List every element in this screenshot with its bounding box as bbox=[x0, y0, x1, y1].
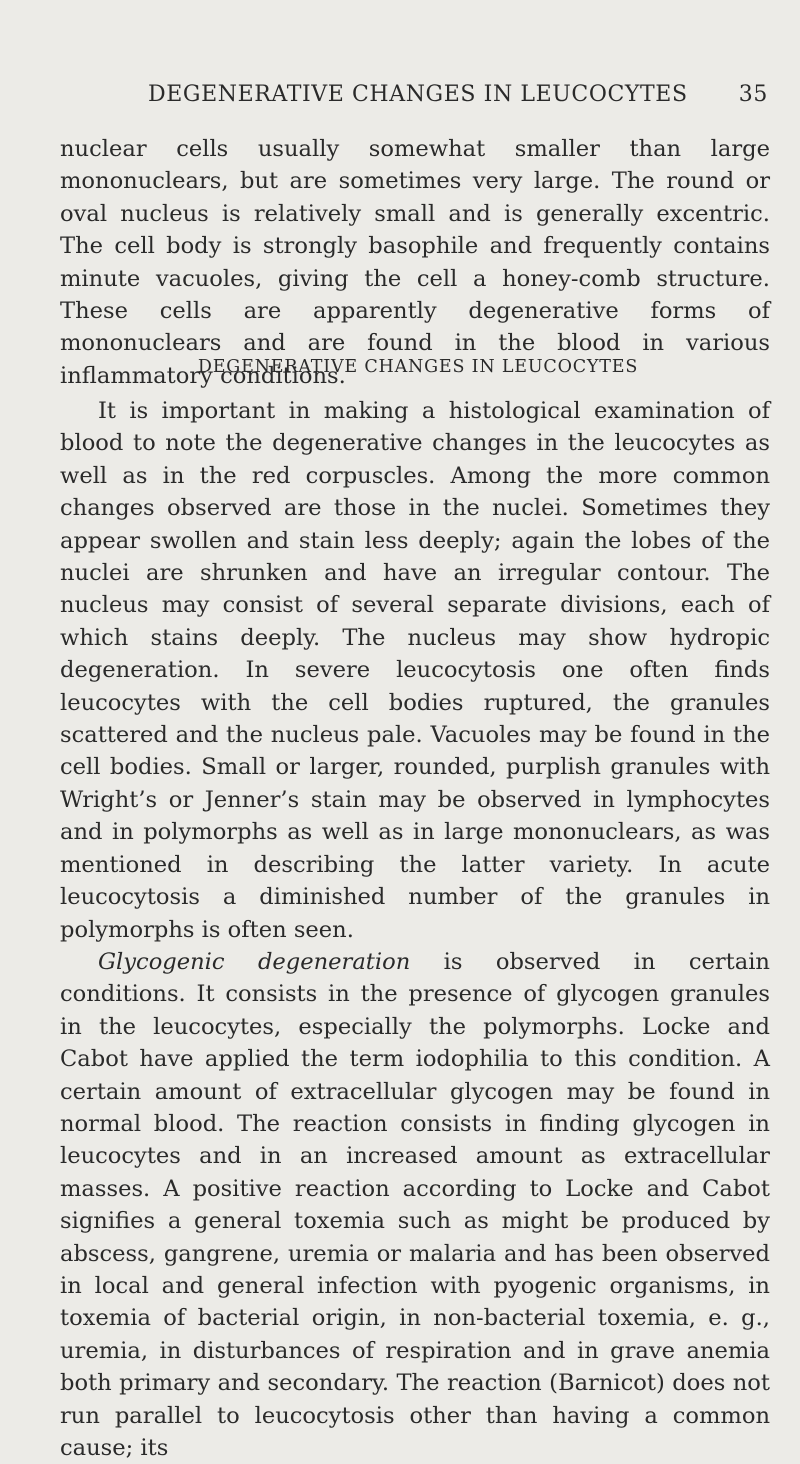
running-head bbox=[148, 82, 768, 107]
page-number: 35 bbox=[738, 82, 768, 107]
italic-term: Glycogenic degeneration bbox=[98, 948, 411, 975]
section-body bbox=[60, 395, 770, 1464]
body-paragraph-2 bbox=[60, 946, 770, 1464]
continued-paragraph-block bbox=[60, 133, 770, 392]
body-paragraph-2-text: is observed in certain conditions. It consists in the presence of glycogen granules in the leucocytes, especially the polymorphs. Locke and Cabot have applied the term iodophilia to this condition. A certain amount of extracellular glycogen may be found in normal blood. The reaction consists in finding glycogen in leucocytes and in an increased amount as extracellular masses. A positive reaction according to Locke and Cabot signifies a general toxemia such as might be produced by abscess, gangrene, uremia or malaria and has been observed in local and general infection with pyogenic organisms, in toxemia of bacterial origin, in non-bacterial toxemia, e. g., uremia, in disturbances of respiration and in grave anemia both primary and secondary. The reaction (Barnicot) does not run parallel to leucocytosis other than having a common cause; its bbox=[60, 948, 770, 1461]
section-heading: DEGENERATIVE CHANGES IN LEUCOCYTES bbox=[197, 357, 639, 377]
continued-paragraph: nuclear cells usually somewhat smaller than large mononuclears, but are sometimes very large. The round or oval nucleus is relatively small and is generally excentric. The cell body is strongly basophile and frequently contains minute vacuoles, giving the cell a honey-comb structure. These cells are apparently degenerative forms of mononuclears and are found in the blood in various inflammatory conditions. bbox=[60, 136, 770, 389]
body-paragraph-1: It is important in making a histological examination of blood to note the degenerative changes in the leucocytes as well as in the red corpuscles. Among the more common changes observed are those in the nuclei. Sometimes they appear swollen and stain less deeply; again the lobes of the nuclei are shrunken and have an irregular contour. The nucleus may consist of several separate divisions, each of which stains deeply. The nucleus may show hydropic degeneration. In severe leucocytosis one often finds leucocytes with the cell bodies ruptured, the granules scattered and the nucleus pale. Vacuoles may be found in the cell bodies. Small or larger, rounded, purplish granules with Wright’s or Jenner’s stain may be observed in lymphocytes and in polymorphs as well as in large mononuclears, as was mentioned in describing the latter variety. In acute leucocytosis a diminished number of the granules in polymorphs is often seen. bbox=[60, 398, 770, 943]
running-head-title: DEGENERATIVE CHANGES IN LEUCOCYTES bbox=[148, 82, 688, 107]
